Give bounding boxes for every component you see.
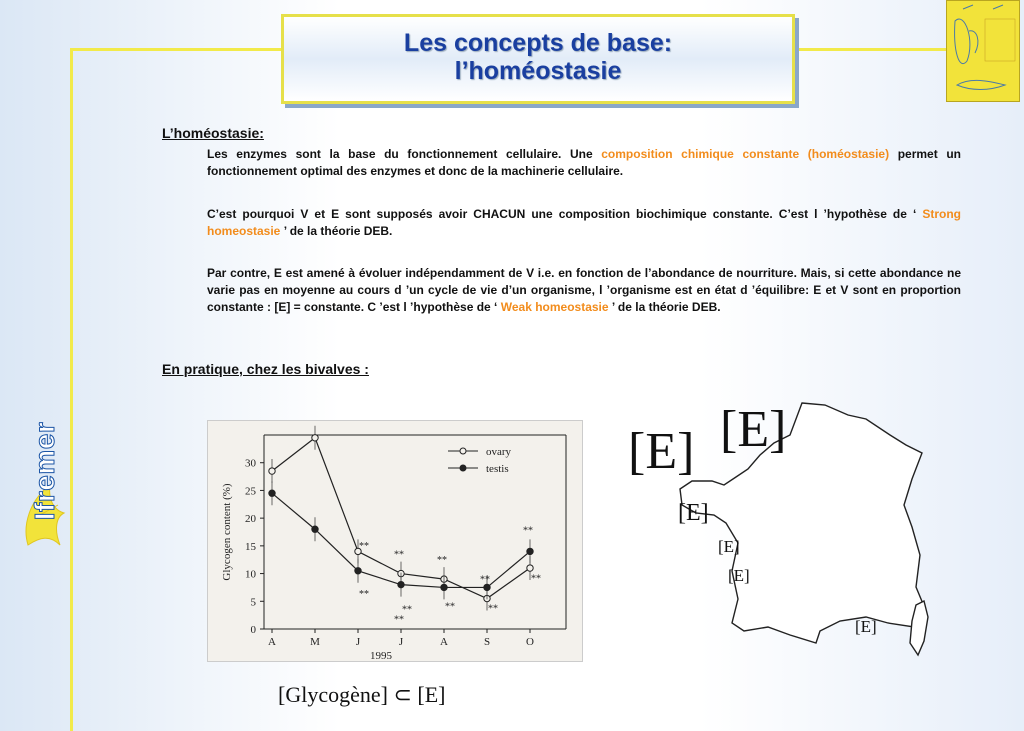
chart-x-label: 1995 (370, 650, 392, 661)
significance-mark: ** (480, 574, 490, 586)
chart-x-tick-label: O (526, 636, 534, 648)
logo-text: Ifremer (29, 421, 61, 521)
significance-mark: ** (523, 525, 533, 537)
title-box (281, 14, 795, 104)
significance-mark: ** (531, 573, 541, 585)
point-testis (527, 548, 533, 554)
significance-mark: ** (394, 549, 404, 561)
chart-y-tick-label: 25 (245, 485, 256, 498)
frame-horizontal-line-right (790, 48, 950, 51)
paragraph-1-highlight: composition chimique constante (homéostasie) (601, 147, 890, 161)
chart-x-tick-label: A (440, 636, 448, 648)
paragraph-1 (207, 146, 961, 180)
paragraph-3-highlight: Weak homeostasie (500, 300, 609, 314)
significance-mark: ** (359, 540, 369, 552)
legend-marker-testis (460, 465, 466, 471)
point-ovary (269, 468, 275, 474)
point-testis (441, 584, 447, 590)
france-outline (680, 403, 926, 643)
chart-y-tick-label: 15 (245, 540, 256, 553)
paragraph-3 (207, 265, 961, 316)
chart-x-tick-label: M (310, 636, 320, 648)
chart-x-tick-label: S (483, 636, 491, 648)
chart-x-tick-label: J (355, 636, 361, 648)
significance-mark: ** (394, 614, 404, 626)
legend-label-ovary: ovary (486, 446, 512, 458)
chart-y-tick-label: 0 (250, 624, 256, 636)
paragraph-2-highlight: Strong homeostasie (207, 207, 961, 238)
significance-mark: ** (488, 603, 498, 615)
heading-homeostasis: L’homéostasie: (162, 125, 264, 141)
map-label-e-small-3: [E] (855, 617, 877, 636)
significance-mark: ** (402, 604, 412, 616)
map-label-e-large-1: [E] (720, 401, 787, 458)
point-testis (269, 490, 275, 496)
point-ovary (527, 565, 533, 571)
map-label-e-large-2: [E] (628, 423, 695, 480)
chart-x-tick-label: J (398, 636, 404, 648)
significance-mark: ** (359, 588, 369, 600)
chart-y-tick-label: 20 (245, 513, 256, 526)
significance-mark: ** (437, 555, 447, 567)
heading-practice: En pratique, chez les bivalves : (162, 361, 369, 377)
glycogen-chart-svg (208, 421, 582, 661)
paragraph-3-text-c: ’ de la théorie DEB. (608, 300, 721, 314)
chart-y-tick-label: 30 (245, 457, 256, 470)
legend-marker-ovary (460, 448, 466, 454)
paragraph-1-text-a: Les enzymes sont la base du fonctionnement cellulaire. Une (207, 147, 602, 161)
paragraph-1-text-c: permet un fonctionnement optimal des enzymes et donc de la machinerie cellulaire. (207, 147, 962, 178)
title-line-2: l’homéostasie (454, 57, 622, 85)
book-cover-thumbnail (946, 0, 1020, 102)
significance-mark: ** (445, 601, 455, 613)
ifremer-logo (10, 400, 80, 570)
map-label-e-small-1: [E] (718, 537, 740, 556)
paragraph-2-text-c: ’ de la théorie DEB. (280, 224, 393, 238)
point-ovary (312, 435, 318, 441)
frame-vertical-line (70, 48, 73, 731)
point-testis (398, 581, 404, 587)
title-line-1: Les concepts de base: (403, 29, 673, 57)
point-testis (312, 526, 318, 532)
map-label-e-medium: [E] (678, 500, 709, 526)
book-cover-icon (947, 1, 1019, 101)
chart-y-label: Glycogen content (%) (221, 483, 233, 581)
paragraph-2 (207, 206, 961, 240)
legend-label-testis: testis (486, 463, 509, 475)
glycogen-caption: [Glycogène] ⊂ [E] (278, 682, 446, 707)
paragraph-3-text-a: Par contre, E est amené à évoluer indépendamment de V i.e. en fonction de l’abondance de nourriture. Mais, si cette abondance ne varie pas en moyenne au cours d ’un cycle de vie d’un organisme, l ’organisme est en état d ’équilibre: E et V sont en proportion constante : [E] = constante. C ’est l ’hypothèse de ‘ (207, 266, 961, 314)
chart-y-tick-label: 5 (250, 596, 256, 609)
glycogen-chart (207, 420, 583, 662)
frame-horizontal-line-left (70, 48, 282, 51)
chart-x-tick-label: A (268, 636, 276, 648)
paragraph-2-text-a: C’est pourquoi V et E sont supposés avoir CHACUN une composition biochimique constante. C’est l ’hypothèse de ‘ (207, 207, 923, 221)
map-label-e-small-2: [E] (728, 566, 750, 585)
point-testis (355, 568, 361, 574)
chart-y-tick-label: 10 (245, 568, 256, 581)
